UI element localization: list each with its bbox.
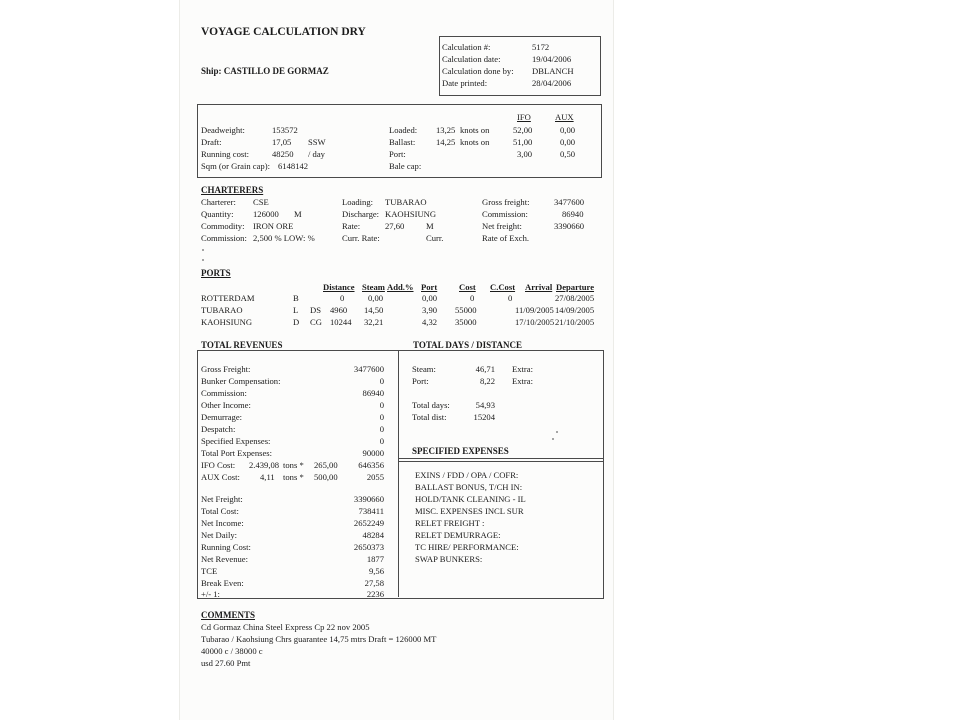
rev-port-exp-value: 90000 xyxy=(362,448,384,458)
gross-freight-label: Gross freight: xyxy=(482,197,530,207)
comment-line: usd 27.60 Pmt xyxy=(201,658,251,668)
port-ifo: 3,00 xyxy=(517,149,533,159)
expense-item: TC HIRE/ PERFORMANCE: xyxy=(415,542,519,552)
comment-line: Tubarao / Kaohsiung Chrs guarantee 14,75 mtrs Draft = 126000 MT xyxy=(201,634,437,644)
port-days: 4,32 xyxy=(422,317,438,327)
port-type: D xyxy=(293,317,300,327)
loading-value: TUBARAO xyxy=(385,197,427,207)
comment-line: 40000 c / 38000 c xyxy=(201,646,263,656)
expenses-divider-top xyxy=(398,458,603,459)
aux-cost-value: 2055 xyxy=(366,472,384,482)
expense-item: MISC. EXPENSES INCL SUR xyxy=(415,506,524,516)
sqm-label: Sqm (or Grain cap): xyxy=(201,161,270,171)
aux-cost-tons: 4,11 xyxy=(260,472,275,482)
expenses-divider-bottom xyxy=(398,461,603,462)
date-printed-label: Date printed: xyxy=(442,78,488,88)
rev-despatch-value: 0 xyxy=(379,424,384,434)
port-cost: 55000 xyxy=(455,305,477,315)
curr-rate-label: Curr. Rate: xyxy=(342,233,380,243)
rev-commission-value: 86940 xyxy=(362,388,384,398)
plus-minus-value: 2236 xyxy=(366,589,384,599)
expense-item: BALLAST BONUS, T/CH IN: xyxy=(415,482,523,492)
draft-unit: SSW xyxy=(308,137,326,147)
total-dist-label: Total dist: xyxy=(412,412,447,422)
col-port: Port xyxy=(421,282,438,292)
commission2-value: 86940 xyxy=(562,209,584,219)
rev-port-exp-label: Total Port Expenses: xyxy=(201,448,273,458)
port-departure: 21/10/2005 xyxy=(555,317,595,327)
rate-of-exch-label: Rate of Exch. xyxy=(482,233,530,243)
commission-label: Commission: xyxy=(201,233,247,243)
total-revenues-heading: TOTAL REVENUES xyxy=(201,340,283,350)
rate-label: Rate: xyxy=(342,221,361,231)
rev-gross-freight-value: 3477600 xyxy=(353,364,384,374)
rev-other-income-label: Other Income: xyxy=(201,400,251,410)
port-type: L xyxy=(293,305,299,315)
port-type: B xyxy=(293,293,299,303)
comments-heading: COMMENTS xyxy=(201,610,255,620)
ifo-cost-price: 265,00 xyxy=(314,460,338,470)
expense-item: RELET DEMURRAGE: xyxy=(415,530,501,540)
running-cost-label: Running cost: xyxy=(201,149,249,159)
running-cost-value: 48250 xyxy=(272,149,294,159)
aux-column-header: AUX xyxy=(555,112,574,122)
rev-specified-exp-label: Specified Expenses: xyxy=(201,436,271,446)
rev-commission-label: Commission: xyxy=(201,388,247,398)
net-daily-label: Net Daily: xyxy=(201,530,238,540)
running-cost-total-value: 2650373 xyxy=(353,542,384,552)
net-income-value: 2652249 xyxy=(353,518,384,528)
date-printed-value: 28/04/2006 xyxy=(532,78,572,88)
aux-cost-unit: tons * xyxy=(283,472,304,482)
calc-by-label: Calculation done by: xyxy=(442,66,514,76)
rev-despatch-label: Despatch: xyxy=(201,424,236,434)
loaded-unit: knots on xyxy=(460,125,490,135)
port-days-label: Port: xyxy=(412,376,429,386)
ifo-cost-value: 646356 xyxy=(358,460,384,470)
summary-box xyxy=(197,350,604,599)
summary-divider xyxy=(398,351,399,597)
bale-cap-label: Bale cap: xyxy=(389,161,422,171)
port-code: CG xyxy=(310,317,322,327)
commission-value: 2,500 % LOW: % xyxy=(253,233,315,243)
charterer-value: CSE xyxy=(253,197,269,207)
net-daily-value: 48284 xyxy=(362,530,384,540)
charterers-heading: CHARTERERS xyxy=(201,185,264,195)
discharge-value: KAOHSIUNG xyxy=(385,209,437,219)
quantity-label: Quantity: xyxy=(201,209,234,219)
discharge-label: Discharge: xyxy=(342,209,380,219)
loaded-aux: 0,00 xyxy=(560,125,576,135)
calc-number-label: Calculation #: xyxy=(442,42,491,52)
col-departure: Departure xyxy=(556,282,595,292)
rate-value: 27,60 xyxy=(385,221,405,231)
ifo-column-header: IFO xyxy=(517,112,531,122)
quantity-unit: M xyxy=(294,209,302,219)
rev-demurrage-label: Demurrage: xyxy=(201,412,243,422)
port-days-value: 8,22 xyxy=(479,376,495,386)
net-freight-value: 3390660 xyxy=(554,221,585,231)
steam-extra-label: Extra: xyxy=(512,364,533,374)
charterer-label: Charterer: xyxy=(201,197,236,207)
document-title: VOYAGE CALCULATION DRY xyxy=(201,26,366,38)
port-cost: 0 xyxy=(470,293,475,303)
commission2-label: Commission: xyxy=(482,209,528,219)
net-income-label: Net Income: xyxy=(201,518,244,528)
port-name: TUBARAO xyxy=(201,305,243,315)
col-steam: Steam xyxy=(362,282,385,292)
port-distance: 4960 xyxy=(330,305,348,315)
port-ccost: 0 xyxy=(508,293,513,303)
comment-line: Cd Gormaz China Steel Express Cp 22 nov 2005 xyxy=(201,622,370,632)
rate-unit: M xyxy=(426,221,434,231)
col-cost: Cost xyxy=(459,282,476,292)
port-name: ROTTERDAM xyxy=(201,293,255,303)
net-freight-total-label: Net Freight: xyxy=(201,494,243,504)
break-even-label: Break Even: xyxy=(201,578,244,588)
commodity-label: Commodity: xyxy=(201,221,245,231)
ifo-cost-tons: 2.439,08 xyxy=(249,460,280,470)
ifo-cost-unit: tons * xyxy=(283,460,304,470)
ballast-unit: knots on xyxy=(460,137,490,147)
loading-label: Loading: xyxy=(342,197,374,207)
total-days-value: 54,93 xyxy=(475,400,495,410)
port-departure: 14/09/2005 xyxy=(555,305,595,315)
scan-speck xyxy=(552,438,554,440)
total-dist-value: 15204 xyxy=(473,412,495,422)
scan-speck xyxy=(202,249,204,251)
scan-speck xyxy=(556,431,558,433)
total-cost-value: 738411 xyxy=(358,506,384,516)
expense-item: HOLD/TANK CLEANING - IL xyxy=(415,494,526,504)
deadweight-value: 153572 xyxy=(272,125,298,135)
ballast-label: Ballast: xyxy=(389,137,416,147)
net-freight-label: Net freight: xyxy=(482,221,522,231)
steam-days-label: Steam: xyxy=(412,364,436,374)
tce-label: TCE xyxy=(201,566,218,576)
total-days-label: Total days: xyxy=(412,400,450,410)
port-name: KAOHSIUNG xyxy=(201,317,253,327)
port-days: 0,00 xyxy=(422,293,438,303)
port-code: DS xyxy=(310,305,321,315)
port-distance: 0 xyxy=(340,293,345,303)
calc-number-value: 5172 xyxy=(532,42,550,52)
port-arrival: 11/09/2005 xyxy=(515,305,554,315)
draft-value: 17,05 xyxy=(272,137,292,147)
plus-minus-label: +/- 1: xyxy=(201,589,220,599)
rev-specified-exp-value: 0 xyxy=(379,436,384,446)
running-cost-total-label: Running Cost: xyxy=(201,542,251,552)
port-cost: 35000 xyxy=(455,317,477,327)
loaded-label: Loaded: xyxy=(389,125,418,135)
col-add: Add.% xyxy=(387,282,414,292)
port-steam: 0,00 xyxy=(368,293,384,303)
commodity-value: IRON ORE xyxy=(253,221,294,231)
draft-label: Draft: xyxy=(201,137,222,147)
deadweight-label: Deadweight: xyxy=(201,125,245,135)
port-consumption-label: Port: xyxy=(389,149,406,159)
steam-days-value: 46,71 xyxy=(475,364,495,374)
net-revenue-label: Net Revenue: xyxy=(201,554,249,564)
quantity-value: 126000 xyxy=(253,209,279,219)
port-steam: 14,50 xyxy=(364,305,384,315)
aux-cost-label: AUX Cost: xyxy=(201,472,240,482)
col-arrival: Arrival xyxy=(525,282,553,292)
port-departure: 27/08/2005 xyxy=(555,293,595,303)
ballast-speed: 14,25 xyxy=(436,137,456,147)
aux-cost-price: 500,00 xyxy=(314,472,338,482)
specified-expenses-heading: SPECIFIED EXPENSES xyxy=(412,446,509,456)
break-even-value: 27,58 xyxy=(364,578,384,588)
port-days: 3,90 xyxy=(422,305,438,315)
total-days-heading: TOTAL DAYS / DISTANCE xyxy=(413,340,522,350)
ifo-cost-label: IFO Cost: xyxy=(201,460,236,470)
col-ccost: C.Cost xyxy=(490,282,516,292)
net-freight-total-value: 3390660 xyxy=(353,494,384,504)
expense-item: EXINS / FDD / OPA / COFR: xyxy=(415,470,519,480)
expense-item: RELET FREIGHT : xyxy=(415,518,485,528)
running-cost-unit: / day xyxy=(308,149,325,159)
loaded-speed: 13,25 xyxy=(436,125,456,135)
sqm-value: 6148142 xyxy=(278,161,309,171)
rev-gross-freight-label: Gross Freight: xyxy=(201,364,251,374)
port-arrival: 17/10/2005 xyxy=(515,317,555,327)
calc-by-value: DBLANCH xyxy=(532,66,574,76)
port-extra-label: Extra: xyxy=(512,376,533,386)
col-distance: Distance xyxy=(323,282,355,292)
tce-value: 9,56 xyxy=(368,566,384,576)
port-distance: 10244 xyxy=(330,317,352,327)
loaded-ifo: 52,00 xyxy=(513,125,533,135)
port-aux: 0,50 xyxy=(560,149,576,159)
expense-item: SWAP BUNKERS: xyxy=(415,554,483,564)
rev-bunker-comp-label: Bunker Compensation: xyxy=(201,376,281,386)
scan-speck xyxy=(202,259,204,261)
curr-label: Curr. xyxy=(426,233,444,243)
calc-date-value: 19/04/2006 xyxy=(532,54,572,64)
ship-name: Ship: CASTILLO DE GORMAZ xyxy=(201,66,329,76)
ballast-ifo: 51,00 xyxy=(513,137,533,147)
total-cost-label: Total Cost: xyxy=(201,506,239,516)
ballast-aux: 0,00 xyxy=(560,137,576,147)
ports-heading: PORTS xyxy=(201,268,231,278)
gross-freight-value: 3477600 xyxy=(554,197,585,207)
rev-bunker-comp-value: 0 xyxy=(379,376,384,386)
rev-other-income-value: 0 xyxy=(379,400,384,410)
scanned-document-page xyxy=(179,0,614,720)
rev-demurrage-value: 0 xyxy=(379,412,384,422)
port-steam: 32,21 xyxy=(364,317,384,327)
net-revenue-value: 1877 xyxy=(366,554,384,564)
calc-date-label: Calculation date: xyxy=(442,54,501,64)
